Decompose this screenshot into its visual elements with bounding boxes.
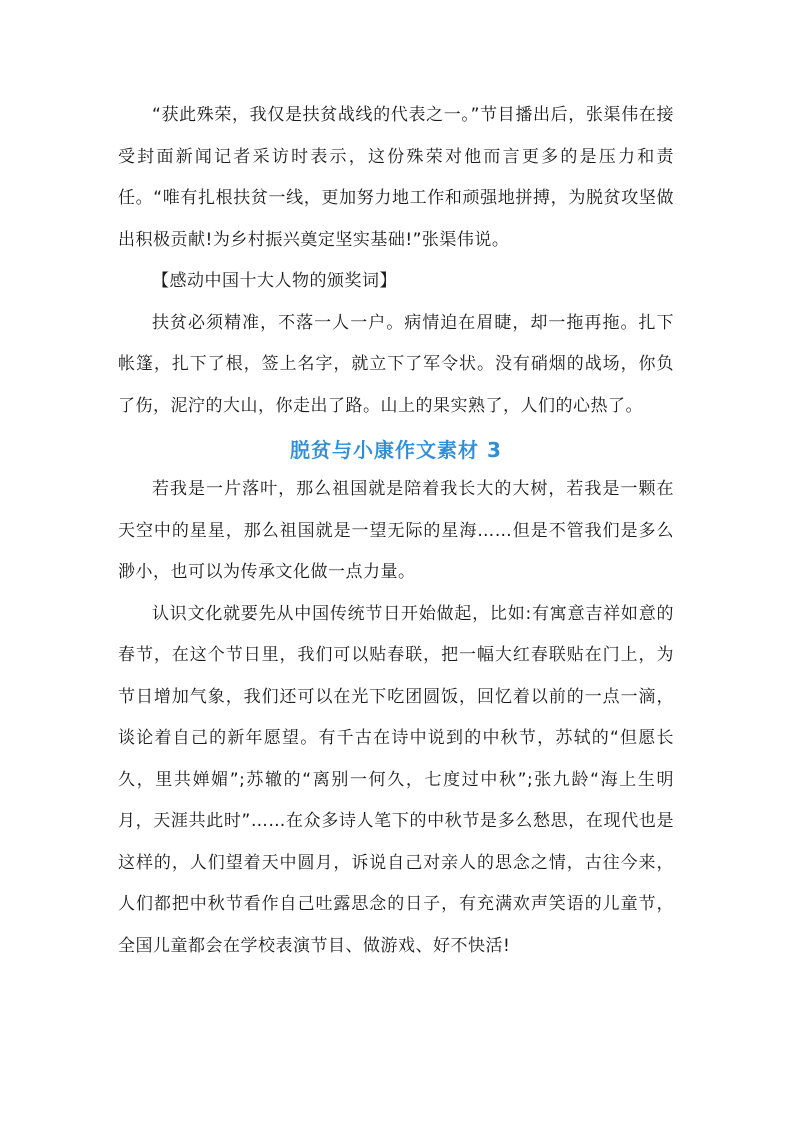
- paragraph-leaf-and-tree: 若我是一片落叶，那么祖国就是陪着我长大的大树，若我是一颗在天空中的星星，那么祖国就是一望无际的星海……但是不管我们是多么渺小，也可以为传承文化做一点力量。: [118, 479, 674, 582]
- paragraph-award-citation: 扶贫必须精准，不落一人一户。病情迫在眉睫，却一拖再拖。扎下帐篷，扎下了根，签上名字，就立下了军令状。没有硝烟的战场，你负了伤，泥泞的大山，你走出了路。山上的果实熟了，人们的心热了。: [118, 312, 674, 416]
- document-body: [118, 95, 674, 967]
- section-heading: 脱贫与小康作文素材 3: [290, 438, 502, 462]
- paragraph-award-title: 【感动中国十大人物的颁奖词】: [152, 271, 397, 291]
- paragraph-quote-zhang: “获此殊荣，我仅是扶贫战线的代表之一。”节目播出后，张渠伟在接受封面新闻记者采访时表示，这份殊荣对他而言更多的是压力和责任。“唯有扎根扶贫一线，更加努力地工作和顽强地拼搏，为脱贫攻坚做出积极贡献!为乡村振兴奠定坚实基础!”张渠伟说。: [118, 105, 674, 250]
- paragraph-traditional-festivals: 认识文化就要先从中国传统节日开始做起，比如:有寓意吉祥如意的春节，在这个节日里，我们可以贴春联，把一幅大红春联贴在门上，为节日增加气象，我们还可以在光下吃团圆饭，回忆着以前的一点一滴，谈论着自己的新年愿望。有千古在诗中说到的中秋节，苏轼的“但愿长久，里共婵媚”;苏辙的“离别一何久，七度过中秋”;张九龄“海上生明月，天涯共此时”……在众多诗人笔下的中秋节是多么愁思，在现代也是这样的，人们望着天中圆月，诉说自己对亲人的思念之情，古往今来，人们都把中秋节看作自己吐露思念的日子，有充满欢声笑语的儿童节，全国儿童都会在学校表演节目、做游戏、好不快活!: [118, 603, 674, 956]
